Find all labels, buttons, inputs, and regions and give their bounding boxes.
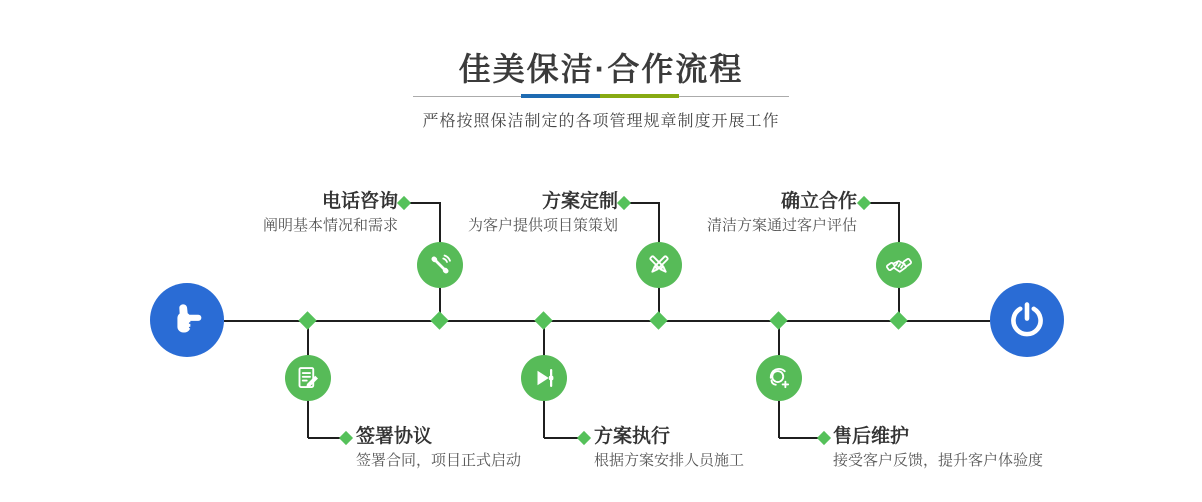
step-title: 方案定制 xyxy=(541,191,618,212)
timeline-start-circle xyxy=(150,283,224,357)
step-circle-sign xyxy=(285,355,331,401)
step-title: 确立合作 xyxy=(780,191,857,212)
timeline-node-diamond xyxy=(298,311,316,329)
step-marker-diamond xyxy=(339,431,353,445)
page-title: 佳美保洁·合作流程 xyxy=(458,51,744,87)
play-slider-icon xyxy=(529,363,559,393)
timeline-node-diamond xyxy=(534,311,552,329)
timeline-end-circle xyxy=(990,283,1064,357)
step-marker-diamond xyxy=(617,196,631,210)
step-block-sign xyxy=(356,426,521,471)
timeline-node-diamond xyxy=(889,311,907,329)
step-circle-execute xyxy=(521,355,567,401)
crossed-pencils-icon xyxy=(644,250,674,280)
handshake-icon xyxy=(884,250,914,280)
step-block-phone xyxy=(263,191,398,236)
step-desc: 签署合同，项目正式启动 xyxy=(356,452,522,469)
step-marker-diamond xyxy=(817,431,831,445)
timeline-node-diamond xyxy=(649,311,667,329)
phone-icon xyxy=(425,250,455,280)
step-circle-cooperation xyxy=(876,242,922,288)
timeline-line xyxy=(224,320,990,322)
step-marker-diamond xyxy=(577,431,591,445)
step-block-execute xyxy=(594,426,744,471)
step-title: 电话咨询 xyxy=(321,191,398,212)
page-subtitle: 严格按照保洁制定的各项管理规章制度开展工作 xyxy=(422,113,780,130)
step-desc: 接受客户反馈，提升客户体验度 xyxy=(833,452,1044,469)
step-desc: 为客户提供项目策策划 xyxy=(467,217,618,234)
hand-pointing-right-icon xyxy=(164,297,210,343)
step-circle-aftersales xyxy=(756,355,802,401)
step-marker-diamond xyxy=(397,196,411,210)
step-title: 方案执行 xyxy=(594,426,671,447)
step-desc: 阐明基本情况和需求 xyxy=(262,217,398,234)
step-block-aftersales xyxy=(833,426,1043,471)
step-block-plan xyxy=(468,191,618,236)
step-desc: 清洁方案通过客户评估 xyxy=(706,217,857,234)
divider-green-segment xyxy=(600,94,679,98)
timeline-node-diamond xyxy=(430,311,448,329)
divider-blue-segment xyxy=(521,94,600,98)
document-pencil-icon xyxy=(293,363,323,393)
step-desc: 根据方案安排人员施工 xyxy=(594,452,745,469)
step-marker-diamond xyxy=(857,196,871,210)
step-circle-phone xyxy=(417,242,463,288)
step-title: 签署协议 xyxy=(356,426,433,447)
divider-accent xyxy=(521,94,679,98)
headset-plus-icon xyxy=(764,363,794,393)
power-icon xyxy=(1005,298,1049,342)
timeline-node-diamond xyxy=(769,311,787,329)
step-block-cooperation xyxy=(707,191,857,236)
step-circle-plan xyxy=(636,242,682,288)
step-title: 售后维护 xyxy=(833,426,910,447)
